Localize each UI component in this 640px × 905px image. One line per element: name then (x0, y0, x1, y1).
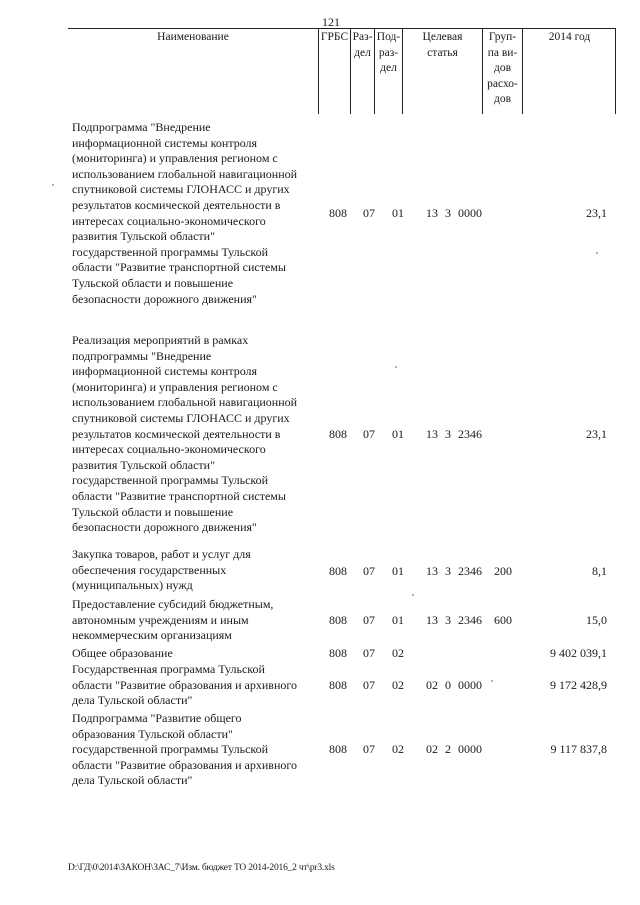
row-razdel: 07 (363, 646, 375, 660)
header-right-border (615, 28, 616, 114)
header-gruppa-vidov-rashodov: Груп- па ви- дов расхо- дов (482, 28, 522, 114)
row-razdel: 07 (363, 613, 375, 627)
scan-speck (395, 366, 397, 368)
header-grbs: ГРБС (318, 28, 350, 114)
row-name: Подпрограмма "Внедрение информационной системы контроля (мониторинга) и управления регионом с использованием глобальной навигационной спутниковой системы ГЛОНАСС и других результатов космической деятельности в интересах социально-экономического развития Тульской области" государственной программы Тульской области "Развитие транспортной системы Тульской области и повышение безопасности дорожного движения" (72, 120, 298, 306)
row-amount: 15,0 (586, 613, 607, 627)
row-gruppa: 600 (494, 613, 512, 627)
header-year: 2014 год (522, 28, 616, 114)
row-grbs: 808 (329, 678, 347, 692)
row-name: Закупка товаров, работ и услуг для обеспечения государственных (муниципальных) нужд (72, 547, 251, 593)
row-podrazdel: 02 (392, 678, 404, 692)
row-celevaya-statya: 13 3 2346 (426, 427, 482, 441)
row-celevaya-statya: 13 3 0000 (426, 206, 482, 220)
file-path-footer: D:\ГД\0\2014\ЗАКОН\ЗАС_7\Изм. бюджет ТО 2014-2016_2 чт\pr3.xls (68, 863, 335, 873)
row-name: Подпрограмма "Развитие общего образования Тульской области" государственной программы Тульской области "Развитие образования и архивного дела Тульской области" (72, 711, 298, 788)
row-amount: 23,1 (586, 427, 607, 441)
row-razdel: 07 (363, 742, 375, 756)
row-podrazdel: 02 (392, 742, 404, 756)
row-name: Государственная программа Тульской области "Развитие образования и архивного дела Тульской области" (72, 662, 298, 708)
row-podrazdel: 02 (392, 646, 404, 660)
row-name: Реализация мероприятий в рамках подпрограммы "Внедрение информационной системы контроля (мониторинга) и управления регионом с использованием глобальной навигационной спутниковой системы ГЛОНАСС и других результатов космической деятельности в интересах социально-экономического развития Тульской области" государственной программы Тульской области "Развитие транспортной системы Тульской области и повышение безопасности дорожного движения" (72, 333, 298, 535)
header-name: Наименование (157, 31, 229, 43)
row-razdel: 07 (363, 206, 375, 220)
row-podrazdel: 01 (392, 613, 404, 627)
row-celevaya-statya: 02 0 0000 (426, 678, 482, 692)
row-razdel: 07 (363, 427, 375, 441)
row-name: Общее образование (72, 646, 173, 660)
header-podrazdel: Под- раз- дел (374, 28, 402, 114)
row-celevaya-statya: 02 2 0000 (426, 742, 482, 756)
row-grbs: 808 (329, 427, 347, 441)
row-name: Предоставление субсидий бюджетным, автономным учреждениям и иным некоммерческим организациям (72, 597, 274, 643)
row-amount: 8,1 (592, 564, 607, 578)
row-grbs: 808 (329, 564, 347, 578)
table-header (68, 28, 616, 114)
scan-speck (491, 680, 493, 682)
row-podrazdel: 01 (392, 564, 404, 578)
header-celevaya-statya: Целевая статья (402, 28, 482, 114)
row-grbs: 808 (329, 613, 347, 627)
row-podrazdel: 01 (392, 427, 404, 441)
scan-speck (596, 252, 598, 254)
row-amount: 9 402 039,1 (550, 646, 607, 660)
row-celevaya-statya: 13 3 2346 (426, 613, 482, 627)
scan-speck (52, 184, 54, 186)
row-gruppa: 200 (494, 564, 512, 578)
row-grbs: 808 (329, 742, 347, 756)
row-grbs: 808 (329, 206, 347, 220)
row-celevaya-statya: 13 3 2346 (426, 564, 482, 578)
row-amount: 9 117 837,8 (550, 742, 607, 756)
header-razdel: Раз- дел (350, 28, 374, 114)
row-podrazdel: 01 (392, 206, 404, 220)
row-razdel: 07 (363, 678, 375, 692)
page-number: 121 (322, 15, 340, 29)
row-amount: 23,1 (586, 206, 607, 220)
row-razdel: 07 (363, 564, 375, 578)
scan-speck (412, 594, 414, 596)
row-amount: 9 172 428,9 (550, 678, 607, 692)
row-grbs: 808 (329, 646, 347, 660)
